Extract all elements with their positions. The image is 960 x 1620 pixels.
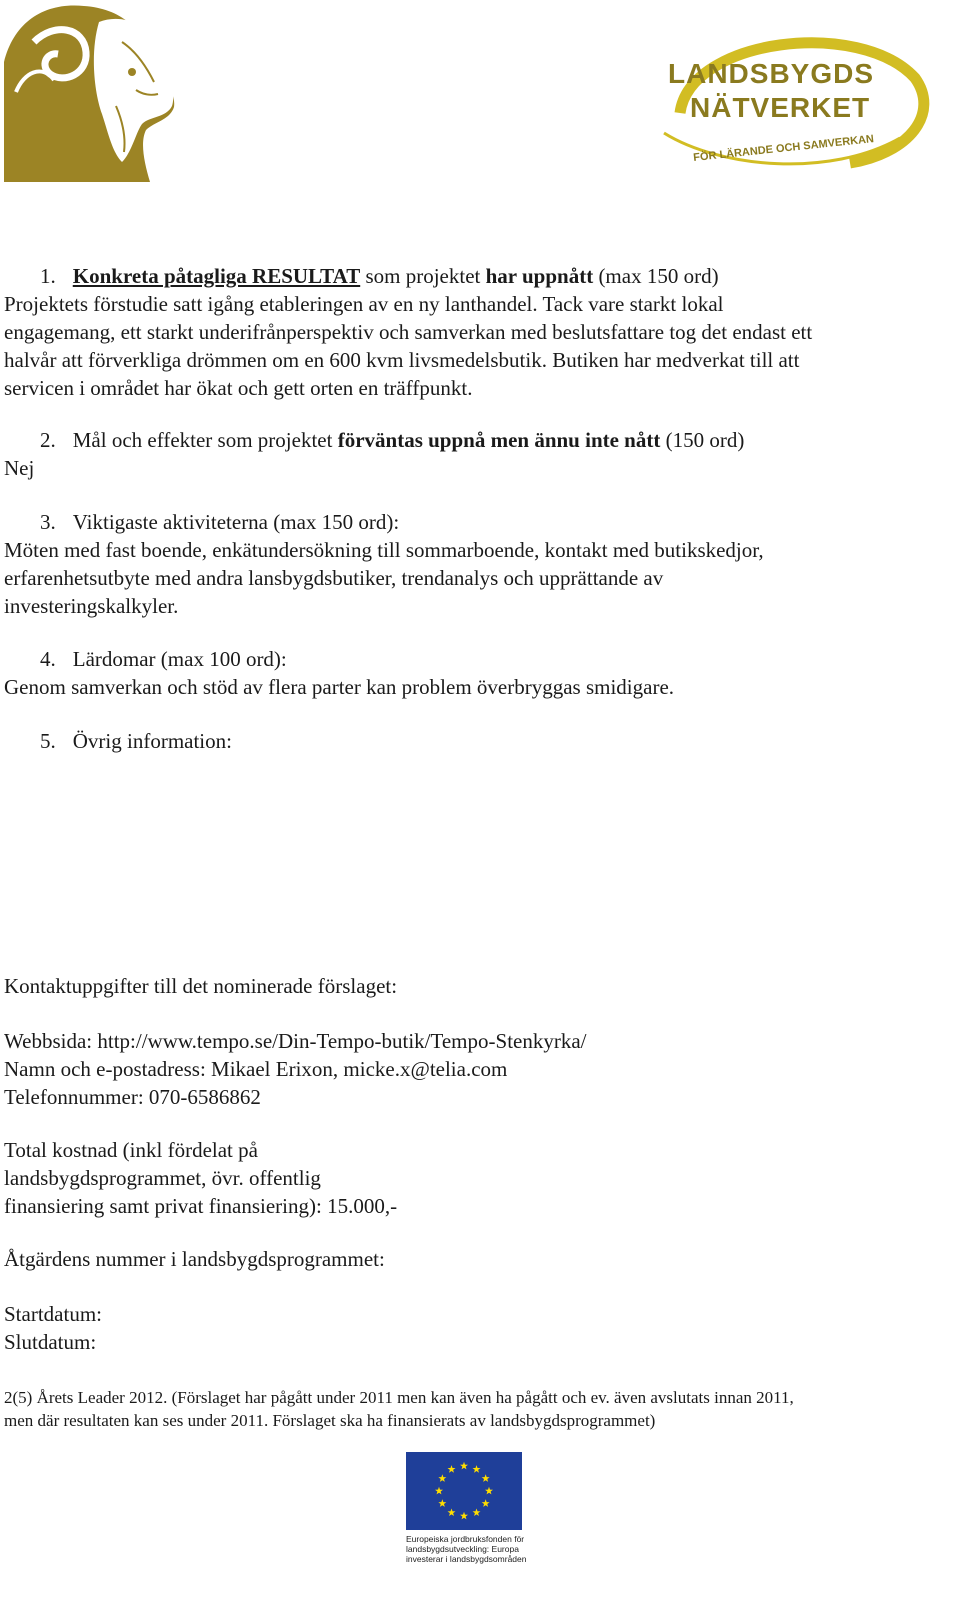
- q2-title-pre: Mål och effekter som projektet: [72, 428, 338, 452]
- q2-title-tail: (150 ord): [660, 428, 745, 452]
- start-date: Startdatum:: [4, 1302, 102, 1326]
- q3-answer-line: Möten med fast boende, enkätundersökning till sommarboende, kontakt med butikskedjor,: [4, 538, 764, 562]
- contact-heading: Kontaktuppgifter till det nominerade förslaget:: [4, 974, 398, 998]
- contact-name-email: Namn och e-postadress: Mikael Erixon, micke.x@telia.com: [4, 1057, 508, 1081]
- q3-answer: [4, 536, 764, 620]
- q2-title-bold: förväntas uppnå men ännu inte nått: [337, 428, 661, 452]
- cost-line: Total kostnad (inkl fördelat på: [4, 1138, 258, 1162]
- footer-line: men där resultaten kan ses under 2011. Förslaget ska ha finansierats av landsbygdsprogrammet): [4, 1411, 656, 1430]
- question-number: 4.: [40, 647, 56, 671]
- cost-line: finansiering samt privat finansiering): 15.000,-: [4, 1194, 398, 1218]
- question-3-heading: [40, 508, 399, 536]
- q1-title-mid: som projektet: [360, 264, 486, 288]
- landsbygdsnatverket-logo: [660, 18, 930, 188]
- measure-number: Åtgärdens nummer i landsbygdsprogrammet:: [4, 1247, 385, 1271]
- end-date: Slutdatum:: [4, 1330, 97, 1354]
- contact-website: Webbsida: http://www.tempo.se/Din-Tempo-butik/Tempo-Stenkyrka/: [4, 1029, 587, 1053]
- question-1-heading: [40, 262, 719, 290]
- eu-caption: [406, 1534, 526, 1564]
- q1-answer-line: engagemang, ett starkt underifrånperspektiv och samverkan med beslutsfattare tog det endast ett: [4, 320, 813, 344]
- sheep-ram-logo-icon: [4, 2, 180, 182]
- question-number: 3.: [40, 510, 56, 534]
- q1-answer-line: Projektets förstudie satt igång etableringen av en ny lanthandel. Tack vare starkt lokal: [4, 292, 724, 316]
- q3-title: Viktigaste aktiviteterna (max 150 ord):: [72, 510, 400, 534]
- question-number: 2.: [40, 428, 56, 452]
- contact-phone: Telefonnummer: 070-6586862: [4, 1085, 261, 1109]
- total-cost: [4, 1136, 397, 1220]
- q5-title: Övrig information:: [72, 729, 232, 753]
- q4-answer: Genom samverkan och stöd av flera parter kan problem överbryggas smidigare.: [4, 675, 675, 699]
- question-number: 1.: [40, 264, 56, 288]
- eu-caption-line: investerar i landsbygdsområden: [406, 1554, 527, 1564]
- question-4-heading: [40, 645, 287, 673]
- logo-line2: NÄTVERKET: [690, 92, 871, 123]
- q3-answer-line: erfarenhetsutbyte med andra lansbygdsbutiker, trendanalys och upprättande av: [4, 566, 664, 590]
- q1-title-underlined: Konkreta påtagliga RESULTAT: [72, 264, 361, 288]
- eu-flag-icon: [406, 1452, 522, 1530]
- q2-answer: Nej: [4, 456, 35, 480]
- question-5-heading: [40, 727, 232, 755]
- q4-title: Lärdomar (max 100 ord):: [72, 647, 287, 671]
- logo-tagline: FÖR LÄRANDE OCH SAMVERKAN: [692, 133, 875, 164]
- q1-answer: [4, 290, 812, 402]
- q1-title-tail: (max 150 ord): [593, 264, 719, 288]
- eu-caption-line: landsbygdsutveckling: Europa: [406, 1544, 519, 1554]
- cost-line: landsbygdsprogrammet, övr. offentlig: [4, 1166, 321, 1190]
- contact-details: [4, 1027, 587, 1111]
- question-2-heading: [40, 426, 744, 454]
- logo-line1: LANDSBYGDS: [668, 58, 875, 89]
- dates: [4, 1300, 102, 1356]
- footer-line: 2(5) Årets Leader 2012. (Förslaget har pågått under 2011 men kan även ha pågått och ev. även avslutats innan 2011,: [4, 1388, 794, 1407]
- question-number: 5.: [40, 729, 56, 753]
- q1-title-bold: har uppnått: [485, 264, 594, 288]
- eu-caption-line: Europeiska jordbruksfonden för: [406, 1534, 525, 1544]
- q3-answer-line: investeringskalkyler.: [4, 594, 179, 618]
- q1-answer-line: servicen i området har ökat och gett orten en träffpunkt.: [4, 376, 473, 400]
- q1-answer-line: halvår att förverkliga drömmen om en 600 kvm livsmedelsbutik. Butiken har medverkat till att: [4, 348, 800, 372]
- footer-note: [4, 1386, 794, 1432]
